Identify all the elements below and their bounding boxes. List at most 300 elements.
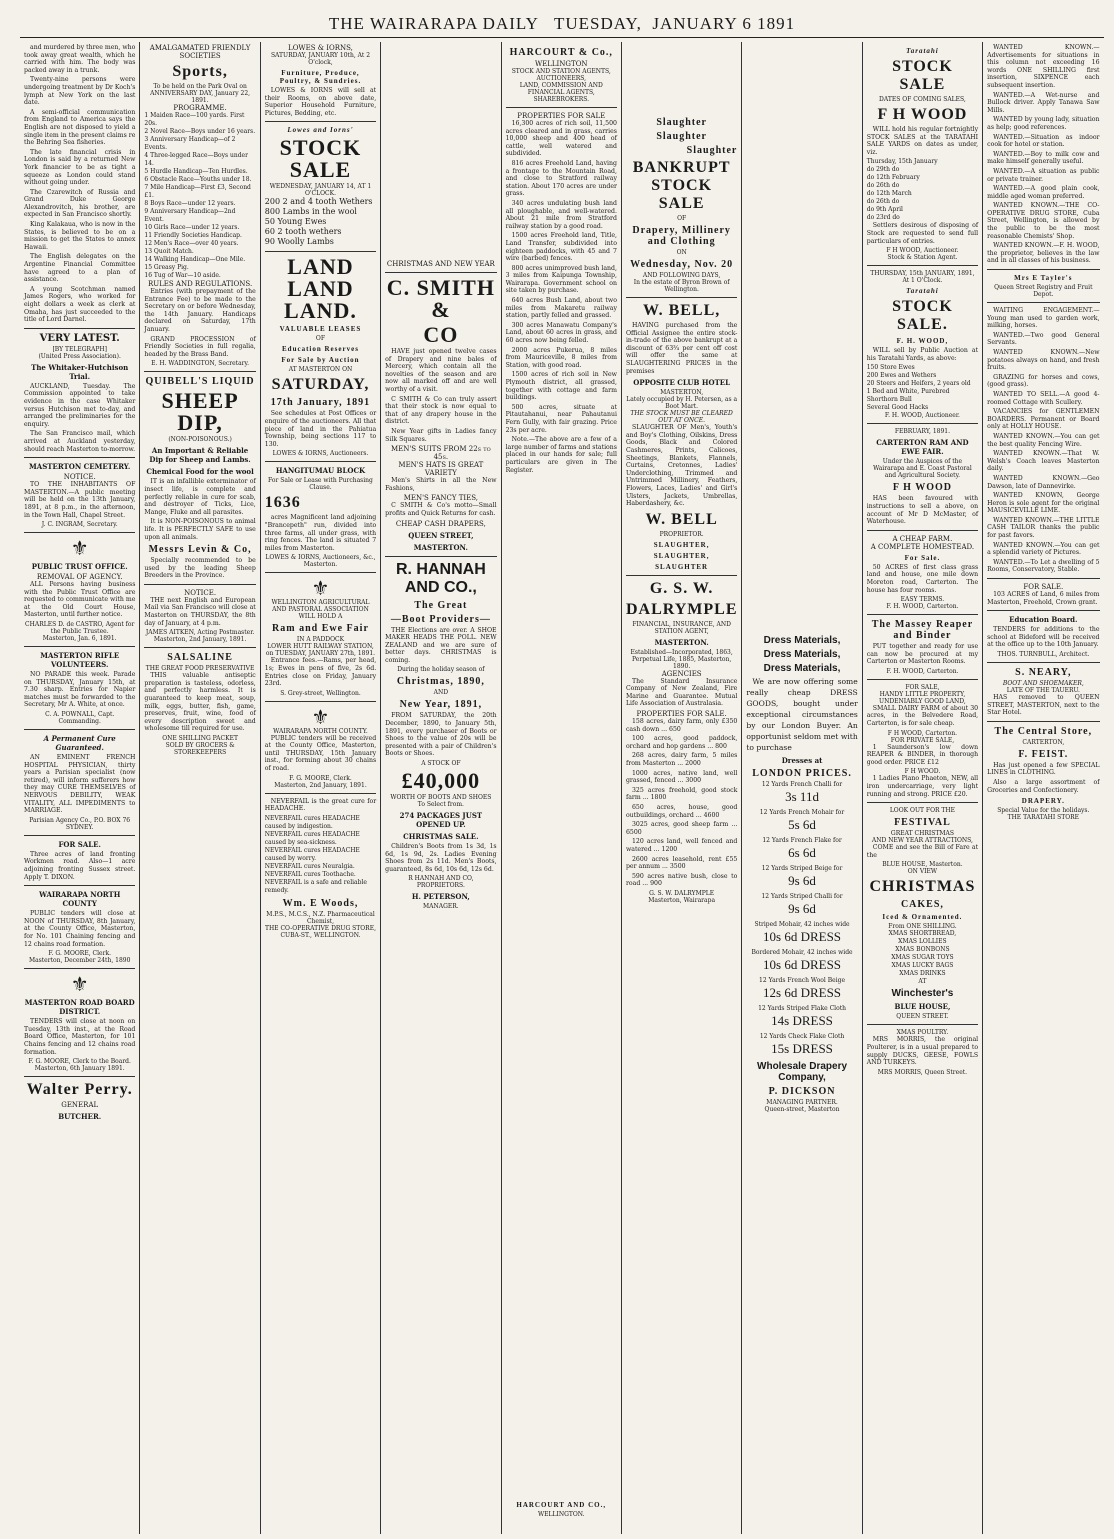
for-sale-2: FOR SALE, — [905, 683, 940, 691]
w-bell-heading-2: W. BELL — [645, 510, 718, 528]
dress-item-price: 12s 6d DRESS — [763, 985, 842, 1000]
gsw-heading: G. S. W. — [649, 579, 714, 597]
stock-sale-heading: STOCK SALE — [892, 58, 953, 93]
xmas-item: XMAS DRINKS — [899, 970, 946, 978]
fh-wood-2: F. H. WOOD, — [896, 337, 949, 346]
will-hold-label: WILL HOLD A — [298, 613, 343, 621]
programme-label: PROGRAMME. — [173, 104, 227, 112]
road-board-date: Masterton, 6th January 1891. — [34, 1065, 125, 1073]
of-label: OF — [677, 215, 687, 222]
slaughter-list: SLAUGHTER OF Men's, Youth's and Boy's Clothing, Oilskins, Dress Goods, Black and Colored Cashmeres, Prints, Calicoes, Sheetings, Blankets, Flannels, Curtains, Cretonnes, Ladies' Underclothing, Trimmed and Untrimmed Millinery, Feathers, Flowers, Laces, Ladies' and Girl's Ulsters, Jackets, Umbrellas, Haberdashery, &c. — [625, 424, 738, 508]
xmas-item: XMAS BONBONS — [895, 946, 950, 954]
column-7 — [742, 42, 862, 1534]
cure-address: Parisian Agency Co., P.O. BOX 76 SYDNEY. — [29, 816, 131, 831]
private-text: 1 Saunderson's low down REAPER & BINDER, in thorough good order. PRICE £12 — [866, 743, 979, 766]
column-4 — [381, 42, 501, 1534]
dress-item-price: 9s 6d — [788, 901, 816, 916]
masthead-day: TUESDAY, — [553, 14, 642, 33]
press-association: (United Press Association). — [38, 352, 121, 360]
public-trust-signature: CHARLES D. de CASTRO, Agent for the Public Trustee. — [25, 621, 135, 636]
dress-item-desc: 12 Yards French Challi for — [761, 781, 843, 788]
sale-date-item: do 26th do — [866, 198, 900, 206]
stock-item: 90 Woolly Lambs — [264, 237, 334, 247]
january-17-label: 17th January, 1891 — [270, 397, 371, 409]
packages-label: 274 PACKAGES JUST OPENED UP. — [399, 811, 483, 830]
sale-dates — [867, 158, 978, 222]
wanted-item: WANTED.—To Let a dwelling of 5 Rooms, Conservatory, Stable. — [987, 558, 1100, 574]
hannah-heading: R. HANNAH AND CO., — [395, 560, 486, 596]
stock-sale-heading-2: STOCK SALE. — [892, 298, 953, 334]
stock-item: 200 2 and 4 tooth Wethers — [264, 197, 373, 207]
news-para: A young Scotchman named James Rogers, who worked for eight dollars a week as clerk at Omaha, has just succeeded to the title of Lord Darnel. — [24, 285, 136, 324]
feist-heading: F. FEIST. — [1018, 748, 1069, 760]
peterson-label: H. PETERSON, — [411, 892, 470, 902]
newyear-attractions: AND NEW YEAR ATTRACTIONS, — [871, 837, 973, 845]
bell-text: HAVING purchased from the Official Assignee the entire stock-in-trade of the above bankrupt at a discount of 63¾ per cent off cost will offer the same at SLAUGHTERING PRICES in the premises — [625, 322, 738, 375]
blue-house-2: BLUE HOUSE, — [894, 1002, 951, 1012]
property-item: 268 acres, dairy farm, 5 miles from Masterton ... 2000 — [625, 752, 738, 768]
dress-item-price: 3s 11d — [785, 789, 819, 804]
notice-label: NOTICE. — [184, 588, 217, 597]
for-sale-label: For Sale. — [904, 553, 941, 562]
manager-label: MANAGER. — [423, 903, 459, 911]
taratahi-label: Taratahi — [906, 47, 939, 55]
hangitumau-sub: For Sale or Lease with Purchasing Clause. — [268, 477, 373, 492]
wanted-item: VACANCIES for GENTLEMEN BOARDERS. Permanent or Board only at HOLLY HOUSE. — [987, 408, 1100, 431]
wood-text-2: WILL sell by Public Auction at his Taratahi Yards, as above: — [866, 347, 979, 362]
road-board-heading: MASTERTON ROAD BOARD DISTRICT. — [24, 998, 135, 1017]
sports-secretary: E. H. WADDINGTON, Secretary. — [151, 360, 250, 368]
column-9 — [983, 42, 1103, 1534]
public-trust-heading: PUBLIC TRUST OFFICE. — [31, 562, 128, 572]
salsaline-subtitle: THE GREAT FOOD PRESERVATIVE — [145, 665, 255, 673]
rifle-signature: C. A. POWNALL, Capt. Commanding. — [45, 711, 115, 726]
dress-item-desc: Bordered Mohair, 42 inches wide — [751, 949, 853, 956]
dresses-at-label: Dresses at — [781, 756, 823, 765]
dress-materials-2: Dress Materials, — [763, 649, 841, 660]
masterton-label-2: MASTERTON. — [654, 637, 709, 647]
hannah-proprietors: R HANNAH AND CO, PROPRIETORS. — [408, 875, 474, 890]
wanted-item: WANTED.—A good plain cook, middle aged woman preferred. — [987, 185, 1100, 200]
wanted-item: WANTED KNOWN.—You can get a splendid variety of Pictures. — [987, 541, 1100, 557]
cemetery-signature: J. C. INGRAM, Secretary. — [41, 521, 118, 529]
smith-motto: C SMITH & Co's motto—Small profits and Quick Returns for cash. — [385, 502, 497, 517]
properties-heading: PROPERTIES FOR SALE — [517, 112, 606, 120]
stock-of-label: A STOCK OF — [421, 760, 461, 768]
hannah-text: THE Elections are over. A SHOE MAKER HEADS THE POLL. NEW ZEALAND and we are sure of better days. CHRISTMAS is coming. — [385, 626, 497, 664]
look-out-label: LOOK OUT FOR THE — [889, 807, 956, 815]
w-bell-heading: W. BELL, — [643, 302, 721, 319]
special-value: Special Value for the holidays. — [997, 807, 1090, 815]
late-of-label: LATE OF THE TAUERU. — [1006, 687, 1080, 694]
chemical-food-heading: Chemical Food for the wool — [146, 467, 254, 477]
public-trust-date: Masterton, Jan. 6, 1891. — [42, 635, 117, 643]
stock-item: 50 Young Ewes — [264, 217, 327, 227]
neverfail-list — [265, 815, 376, 895]
event-item: 9 Anniversary Handicap—2nd Event. — [144, 208, 236, 223]
christmas-1890: Christmas, 1890, — [396, 676, 485, 688]
wanted-item: WANTED KNOWN.—That W. Welsh's Coach leaves Masterton daily. — [987, 450, 1100, 473]
fair-text: Entrance fees.—Rams, per head, 1s; Ewes in pens of five, 2s 6d. Entries close on Friday, January 23rd. — [264, 657, 377, 688]
dalrymple-props — [626, 718, 737, 888]
county-date: Masterton, 2nd January, 1891. — [274, 781, 367, 789]
dress-item-price: 9s 6d — [788, 873, 816, 888]
worth-label: WORTH OF BOOTS AND SHOES — [390, 794, 492, 802]
non-poison-text: It is NON-POISONOUS to animal life. It is PERFECTLY SAFE to use upon all animals. — [144, 518, 256, 541]
from-label: From ONE SHILLING. — [888, 923, 957, 931]
queen-street-label: Queen-street, Masterton — [764, 1106, 840, 1113]
wanted-list — [987, 44, 1099, 265]
event-item: 6 Obstacle Race—Youths under 18. — [144, 176, 252, 183]
wanted-item: GRAZING for horses and cows, (good grass). — [987, 373, 1100, 389]
following-days: AND FOLLOWING DAYS, — [642, 272, 721, 279]
masthead-title: THE WAIRARAPA DAILY — [328, 14, 539, 33]
established-label: Established—Incorporated, 1863, Perpetual Life, 1885, Masterton, 1890. — [630, 648, 733, 670]
stock-items — [867, 364, 978, 412]
stock-sale-heading: STOCK SALE — [279, 135, 362, 183]
dalrymple-heading: DALRYMPLE — [625, 600, 738, 618]
sheep-dip-heading: SHEEP DIP, — [161, 388, 239, 436]
stock-item: 200 Ewes and Wethers — [866, 372, 937, 380]
land-text: See schedules at Post Offices or enquire of the auctioneers. All that piece of land in the Pahiatua Township, being sections 117 to 130. — [264, 410, 377, 448]
to-select-label: To Select from. — [417, 801, 464, 809]
festival-heading: FESTIVAL — [894, 817, 951, 829]
event-item: 8 Boys Race—under 12 years. — [144, 200, 236, 207]
event-item: 10 Girls Race—under 12 years. — [144, 224, 240, 231]
tayler-heading: Mrs E Tayler's — [1014, 274, 1073, 283]
wanted-item: WANTED by young lady, situation as help; good references. — [987, 116, 1100, 131]
iced-label: Iced & Ornamented. — [882, 913, 963, 922]
wanted-item: WANTED.—A Wet-nurse and Bullock driver. Apply Tanawa Saw Mills. — [987, 91, 1100, 114]
wednesday-label: Wednesday, Nov. 20 — [630, 259, 734, 270]
estate-label: In the estate of Byron Brown of Wellington. — [633, 279, 730, 293]
handy-property: HANDY LITTLE PROPERTY, — [879, 690, 966, 698]
event-item: 2 Novel Race—Boys under 16 years. — [144, 128, 256, 135]
financial-label: FINANCIAL, INSURANCE, AND STATION AGENT, — [632, 620, 731, 635]
county-text: PUBLIC tenders will close at NOON of THURSDAY, 8th January, at the County Office, Masterton, for No. 101 Chaining fencing and 12 chains road formation. — [24, 910, 136, 948]
rifle-heading: MASTERTON RIFLE VOLUNTEERS. — [40, 651, 120, 670]
wood-text-3: HAS been favoured with instructions to sell a above, on account of Mr D McMaster, of Waterhouse. — [866, 495, 979, 526]
massey-heading: The Massey Reaper and Binder — [871, 619, 974, 642]
neary-text: HAS removed to QUEEN STREET, MASTERTON, next to the Star Hotel. — [987, 694, 1100, 717]
woods-address: THE CO-OPERATIVE DRUG STORE, CUBA-ST., WELLINGTON. — [264, 924, 376, 939]
hangitumau-heading: HANGITUMAU BLOCK — [275, 466, 366, 476]
neverfail-item: NEVERFAIL cures Toothache. — [264, 870, 356, 878]
wanted-item: WANTED KNOWN.—Geo Dawson, late of Dannevirke. — [987, 474, 1100, 490]
news-para: The Czarewitch of Russia and Grand Duke George Alexandrovitch, his brother, are expected in San Francisco shortly. — [24, 188, 136, 219]
dress-price-list — [746, 781, 857, 1057]
dates-label: DATES OF COMING SALES, — [879, 96, 966, 103]
central-store-heading: The Central Store, — [994, 725, 1093, 737]
complete-homestead-label: A COMPLETE HOMESTEAD. — [870, 542, 975, 551]
valuable-leases: VALUABLE LEASES — [279, 325, 362, 334]
acreage-number: 1636 — [264, 494, 301, 512]
road-board-signature: F. G. MOORE, Clerk to the Board. — [28, 1058, 131, 1066]
woods-sub: M.P.S., M.C.S., N.Z. Pharmaceutical Chemist, — [266, 910, 375, 925]
amalgamated-heading: AMALGAMATED FRIENDLY SOCIETIES — [149, 44, 251, 60]
stock-sale-date: WEDNESDAY, JANUARY 14, AT 1 O'CLOCK. — [269, 183, 372, 198]
dress-item-price: 10s 6d DRESS — [763, 957, 842, 972]
wood-text: WILL hold his regular fortnightly STOCK SALES at the TARATAHI SALE YARDS on dates as under, viz. — [866, 126, 979, 156]
taratahi-store: THE TARATAHI STORE — [1007, 814, 1080, 822]
mail-signature: JAMES AITKEN, Acting Postmaster. — [145, 629, 255, 637]
property-item: 300 acres Manawatu Company's Land, about 60 acres in grass, and 60 acres now being felled. — [505, 321, 617, 345]
stock-amount: £40,000 — [401, 768, 481, 794]
private-signature: F H WOOD. — [904, 768, 941, 776]
dress-item-desc: 12 Yards Striped Flake Cloth — [758, 1005, 846, 1012]
stock-item: 1 Bed and White, Purebred Shorthorn Bull — [866, 388, 950, 404]
stock-item: 150 Store Ewes — [866, 364, 915, 372]
mens-shirts: Men's Shirts in all the New Fashions, — [385, 477, 497, 492]
property-item: 325 acres freehold, good stock farm ... 1800 — [625, 786, 738, 802]
column-8 — [863, 42, 983, 1534]
notice-label: NOTICE. — [63, 473, 96, 482]
lower-hutt-label: LOWER HUTT RAILWAY STATION, — [267, 643, 374, 651]
sf-mail-text: The San Francisco mail, which arrived at Auckland yesterday, should reach Masterton to-morrow. — [24, 430, 136, 453]
salsaline-sold: SOLD BY GROCERS & STOREKEEPERS — [165, 742, 235, 756]
wanted-item: WANTED KNOWN.—F. H. WOOD, the proprietor, believes in the law and in all classes of his business. — [987, 242, 1100, 265]
firm-signature: LOWES & IORNS, Auctioneers. — [272, 450, 369, 458]
property-item: 2000 acres Pukerua, 8 miles from Mauriceville, 8 miles from Station, with good road. — [505, 346, 617, 369]
thursday-label: THURSDAY, 15th JANUARY, 1891, At 1 O'Clock. — [870, 270, 975, 285]
cemetery-text: TO THE INHABITANTS OF MASTERTON.—A public meeting will be held on the 13th January, 1891, at 8 p.m., in the afternoon, in the Town Hall, Chapel Street. — [24, 481, 136, 519]
sale-date-item: do 12th February — [866, 174, 920, 182]
woods-heading: Wm. E Woods, — [282, 897, 359, 909]
fh-wood-heading: F H WOOD — [877, 106, 968, 123]
wanted-item: WAITING ENGAGEMENT.—Young man used to garden work, milking, horses. — [987, 307, 1100, 330]
news-para: The late financial crisis in London is said by a returned New York financier to be as tight a squeeze as London could stand without going under. — [24, 148, 136, 187]
groceries-text: Also a large assortment of Groceries and Confectionery. — [987, 778, 1100, 794]
dress-materials-3: Dress Materials, — [763, 663, 841, 674]
queen-street-label: QUEEN STREET. — [896, 1013, 949, 1021]
for-sale-heading: FOR SALE. — [58, 839, 101, 849]
news-items — [24, 44, 135, 324]
xmas-list — [867, 930, 978, 978]
wanted-item: WANTED KNOWN.—Advertisements for situations in this column not exceeding 16 words ONE SHILLING first insertion, SIXPENCE each subsequent insertion. — [987, 44, 1100, 89]
private-sale-label: FOR PRIVATE SALE, — [890, 736, 955, 744]
wanted-list-2 — [987, 307, 1099, 574]
crest-icon: ⚜ — [70, 536, 89, 561]
education-board-heading: Education Board. — [1009, 615, 1078, 625]
xmas-item: XMAS SUGAR TOYS — [891, 954, 954, 962]
blue-house-label: BLUE HOUSE, Masterton. — [882, 861, 963, 869]
butcher-label: BUTCHER. — [58, 1112, 102, 1122]
winchester-heading: Winchester's — [891, 988, 954, 1000]
event-item: 1 Maiden Race—100 yards. First 20s. — [144, 112, 245, 127]
paddock-label: IN A PADDOCK — [296, 636, 345, 644]
mail-text: THE next English and European Mail via San Francisco will close at Masterton on THURSDAY, the 8th day of January, at 4 p.m. — [144, 596, 256, 627]
land-commission-label: LAND, COMMISSION AND FINANCIAL AGENTS, SHAREBROKERS. — [519, 82, 603, 103]
co-heading: CO — [423, 322, 459, 347]
stock-item: 60 2 tooth wethers — [264, 227, 342, 237]
terms-note: Note.—The above are a few of a large number of farms and stations placed in our hands for sale; full particulars are given in The Register. — [505, 436, 617, 474]
and-label: AND — [433, 689, 449, 697]
dress-intro: We are now offering some really cheap DRESS GOODS, bought under exceptional circumstances by our London Buyer. An opportunist seldom met with to purchase — [746, 677, 858, 752]
harcourt-heading: HARCOURT & Co., — [509, 47, 613, 58]
news-para: A semi-official communication from England to America says the English are not disposed to yield a single item in the present claims re the Behring Sea fisheries. — [24, 108, 136, 147]
stock-items — [265, 197, 376, 247]
handy-signature: F H WOOD, Carterton. — [887, 729, 958, 737]
event-item: 4 Three-legged Race—Boys under 14. — [144, 152, 248, 167]
property-item: 500 acres, situate at Pitautahanui, near Pahautanui Fern Gully, with fair grazing. Price 23s per acre. — [505, 403, 617, 434]
xmas-item: XMAS LOLLIES — [898, 938, 947, 946]
property-item: 100 acres, good paddock, orchard and hop gardens ... 800 — [625, 735, 738, 750]
rules-heading: RULES AND REGULATIONS. — [147, 280, 253, 288]
wanted-item: WANTED.—Situation as indoor cook for hotel or station. — [987, 133, 1100, 149]
masterton-label: MASTERTON, — [660, 389, 704, 397]
ladies-phaeton: 1 Ladies Piano Phaeton, NEW, all iron undercarriage, very light running and strong. PRICE £20. — [866, 775, 979, 798]
quibell-heading: QUIBELL'S LIQUID — [145, 376, 255, 388]
masthead — [20, 14, 1104, 38]
undeniably-good: UNDENIABLY GOOD LAND, — [879, 697, 966, 705]
general-label: GENERAL — [61, 1101, 99, 1110]
gifts-text: New Year gifts in Ladies fancy Silk Squares. — [385, 427, 497, 443]
event-item: 7 Mile Handicap—First £3, Second £1. — [144, 184, 251, 199]
salsaline-text: THIS valuable antiseptic preparation is tasteless, odorless, and perfectly harmless. It is guaranteed to keep meat, soup, milk, eggs, butter, fish, game, preserves, fruit, wine, food of every description sweet and wholesome till required for use. — [144, 672, 256, 733]
on-view-label: ON VIEW — [907, 868, 938, 876]
county-signature: F. G. MOORE, Clerk. — [48, 950, 111, 958]
column-6 — [622, 42, 742, 1534]
cure-heading: A Permanent Cure Guaranteed. — [43, 734, 116, 753]
c-smith-heading: C. SMITH & — [386, 275, 495, 322]
event-item: 16 Tug of War—10 aside. — [144, 272, 221, 279]
mail-date: Masterton, 2nd January, 1891. — [153, 636, 247, 644]
property-item: 800 acres unimproved bush land, 3 miles from Kaipunga Township, Wairarapa. Government school on site taken by purchase. — [505, 264, 617, 295]
queen-street-label: QUEEN STREET, — [408, 530, 474, 540]
under-auspices: Under the Auspices of the Wairarapa and E. Coast Pastoral and Agricultural Society. — [873, 458, 972, 480]
property-item: 1500 acres Freehold land, Title, Land Transfer, subdivided into eighteen paddocks, with 45 and 7 wire (barbed) fences. — [505, 232, 617, 263]
slaughter-b: SLAUGHTER, — [653, 551, 710, 560]
property-list — [506, 120, 617, 474]
newspaper-page — [20, 42, 1104, 1534]
news-para: King Kalakaua, who is now in the States, is believed to be on a mission to get the States to annex Hawaii. — [24, 221, 136, 251]
february-label: FEBRUARY, 1891. — [894, 428, 951, 436]
sale-date: SATURDAY, JANUARY 10th, At 2 O'clock, — [270, 52, 371, 66]
managing-partner: MANAGING PARTNER. — [766, 1099, 838, 1106]
furniture-text: LOWES & IORNS will sell at their Rooms, on above date, Superior Household Furniture, Pictures, Bedding, etc. — [264, 87, 377, 117]
feist-text: Has just opened a few SPECIAL LINES in CLOTHING. — [987, 761, 1100, 777]
salsaline-price: ONE SHILLING PACKET — [162, 735, 238, 742]
wood-subtitle: Stock & Station Agent. — [887, 254, 958, 262]
christmas-sale-label: CHRISTMAS SALE. — [403, 832, 479, 842]
cakes-heading: CAKES, — [900, 899, 944, 911]
mens-suits: MEN'S SUITS FROM 22s to 45s. — [390, 445, 491, 462]
cheap-cash-drapers: CHEAP CASH DRAPERS, — [395, 519, 486, 528]
sale-date-item: do 9th April — [866, 206, 903, 214]
opposite-club-hotel: OPPOSITE CLUB HOTEL — [633, 378, 731, 388]
cure-text: AN EMINENT FRENCH HOSPITAL PHYSICIAN, thirty years a Parisian specialist (now retired), will inform sufferers how they may CURE THEMSELVES of NERVOUS DEBILITY, WEAK VITALITY, ALL IMPEDIMENTS to MARRIAGE. — [24, 754, 136, 815]
great-christmas: GREAT CHRISTMAS — [890, 830, 954, 838]
for-sale-text: 103 ACRES of Land, 6 miles from Masterton, Freehold, Crown grant. — [987, 591, 1100, 606]
the-great-label: The Great — [414, 599, 468, 611]
dress-item-desc: 12 Yards Check Flake Cloth — [759, 1033, 845, 1040]
trial-text: AUCKLAND, Tuesday. The Commission appointed to take evidence in the case Whitaker versus Hutchison met to-day, and arranged the preliminaries for the enquiry. — [24, 382, 136, 428]
education-text: TENDERS for additions to the school at Bideford will be received at the office up to the 10th January. — [987, 626, 1100, 649]
fh-wood-3: F H WOOD — [892, 482, 952, 494]
dress-item-price: 10s 6d DRESS — [763, 929, 842, 944]
tayler-sub: Queen Street Registry and Fruit Depot. — [994, 284, 1093, 299]
property-item: 1500 acres of rich soil in New Plymouth district, all grassed, together with cottage and farm buildings. — [505, 371, 617, 402]
wanted-item: WANTED.—Two good General Servants. — [987, 331, 1100, 347]
wanted-item: WANTED KNOWN.—New potatoes always on hand, and fresh fruits. — [987, 349, 1100, 372]
boot-providers-label: —Boot Providers— — [390, 613, 491, 625]
property-item: 650 acres, house, good outbuildings, orchard ... 4600 — [625, 804, 738, 819]
dress-item-desc: 12 Yards Striped Challi for — [761, 893, 843, 900]
event-item: 12 Men's Race—over 40 years. — [144, 240, 239, 247]
education-reserves: Education Reserves — [282, 345, 359, 354]
taratahi-label-2: Taratahi — [906, 287, 939, 296]
neverfail-item: NEVERFAIL cures Neuralgia. — [264, 862, 355, 870]
property-item: 340 acres undulating bush land all ploughable, and well-watered. About 21 mile from Stratford railway station by a good road. — [505, 199, 617, 230]
property-item: 1000 acres, native land, well grassed, fenced ... 3000 — [625, 769, 738, 785]
wanted-item: WANTED TO SELL.—A good 4-roomed Cottage with Scullery. — [987, 390, 1100, 406]
sports-heading: Sports, — [172, 63, 228, 80]
come-text: COME and see the Bill of Fare at the — [866, 844, 979, 859]
news-para: and murdered by three men, who took away great wealth, which he carried with him. The body was packed away in a trunk. — [24, 44, 136, 74]
for-sale-auction: For Sale by Auction — [281, 356, 360, 365]
wanted-item: WANTED.—A situation as public or private trainer. — [987, 167, 1100, 183]
mens-hats: MEN'S HATS IS GREAT VARIETY — [398, 461, 484, 478]
ram-ewe-fair-heading: Ram and Ewe Fair — [272, 623, 369, 635]
xmas-item: XMAS SHORTBREAD, — [888, 930, 957, 938]
slaughter-3: Slaughter — [686, 145, 738, 156]
county-heading: WAIRARAPA NORTH COUNTY. — [273, 727, 368, 735]
easy-terms: EASY TERMS. — [900, 596, 945, 604]
neverfail-item: NEVERFAIL is a safe and reliable remedy. — [264, 878, 367, 894]
agencies-text: The Standard Insurance Company of New Zealand, Fire Marine and Guarantee. Mutual Life Association of Australasia. — [625, 677, 738, 708]
neary-heading: S. NEARY, — [1015, 667, 1072, 678]
column-2 — [140, 42, 260, 1534]
county-heading: WAIRARAPA NORTH COUNTY — [39, 890, 121, 909]
crest-icon: ⚜ — [70, 972, 89, 997]
hangitumau-text: acres Magnificent land adjoining "Brancepeth" run, divided into three farms, all under grass, with ring fences. The land is situated 7 miles from Masterton. — [264, 514, 377, 552]
dress-item-price: 14s DRESS — [771, 1013, 833, 1028]
property-item: 2600 acres leasehold, rent £55 per annum ... 3500 — [625, 855, 738, 871]
dress-item-desc: 12 Yards Striped Beige for — [761, 865, 843, 872]
salsaline-heading: SALSALINE — [167, 652, 233, 664]
auctioneer-label: F. H. WOOD, Auctioneer. — [884, 412, 960, 420]
slaughter-c: SLAUGHTER — [655, 562, 709, 571]
county-text: PUBLIC tenders will be received at the County Office, Masterton, until THURSDAY, 15th January inst., for forming about 30 chains of road. — [264, 734, 377, 773]
slaughter-1: Slaughter — [656, 117, 707, 128]
drapery-label: DRAPERY. — [1021, 797, 1065, 806]
dress-materials-1: Dress Materials, — [763, 635, 841, 646]
property-item: 640 acres Bush Land, about two miles from Makaretu railway station, partly felled and grassed. — [505, 297, 617, 320]
harcourt-footer-sub: WELLINGTON. — [537, 1511, 585, 1518]
at-label: AT — [918, 978, 927, 986]
sale-text: Children's Boots from 1s 3d, 1s 6d, 1s 9d, 2s. Ladies Evening Shoes from 2s 11d. Men's Boots, guaranteed, 8s 6d, 10s 6d, 12s 6d. — [385, 843, 497, 873]
sports-intro: To be held on the Park Oval on ANNIVERSARY DAY, January 22, 1891. — [150, 83, 251, 104]
neverfail-item: NEVERFAIL cures HEADACHE caused by worry. — [264, 846, 360, 862]
news-para: The English delegates on the Argentine Financial Committee have agreed to a plan of assistance. — [24, 253, 136, 284]
farm-signature: F. H. WOOD, Carterton. — [886, 603, 959, 611]
wanted-item: WANTED KNOWN.—THE LITTLE CASH TAILOR thanks the public for past favors. — [987, 516, 1100, 540]
dalrymple-footer: G. S. W. DALRYMPLE — [649, 889, 715, 897]
event-item: 13 Quoit Match. — [144, 248, 194, 255]
property-item: 158 acres, dairy farm, only £350 cash down ... 650 — [625, 718, 738, 733]
cemetery-heading: MASTERTON CEMETERY. — [29, 462, 131, 472]
lowes-iorns-heading: LOWES & IORNS, — [288, 44, 353, 52]
massey-signature: F. H. WOOD, Carterton. — [886, 667, 959, 675]
slaughter-a: SLAUGHTER, — [653, 540, 710, 549]
hannah-text-3: FROM SATURDAY, the 20th December, 1890, to January 5th, 1891, every purchaser of Boots or Shoes to the value of 20s will be presented with a pair of Children's Boots or Shoes. — [385, 712, 497, 758]
christmas-heading: CHRISTMAS — [869, 878, 976, 896]
property-item: 816 acres Freehold Land, having a frontage to the Mountain Road, and close to Stratford railway station. About 170 acres are under grass. — [505, 159, 617, 198]
handy-text: SMALL DAIRY FARM of about 30 acres, in the Belvedere Road, Carterton, is for sale cheap. — [866, 704, 979, 728]
event-item: 3 Anniversary Handicap—of 2 Events. — [144, 136, 236, 151]
saturday-label: SATURDAY, — [271, 376, 370, 394]
stock-item: 20 Steers and Heifers, 2 years old — [866, 380, 971, 388]
